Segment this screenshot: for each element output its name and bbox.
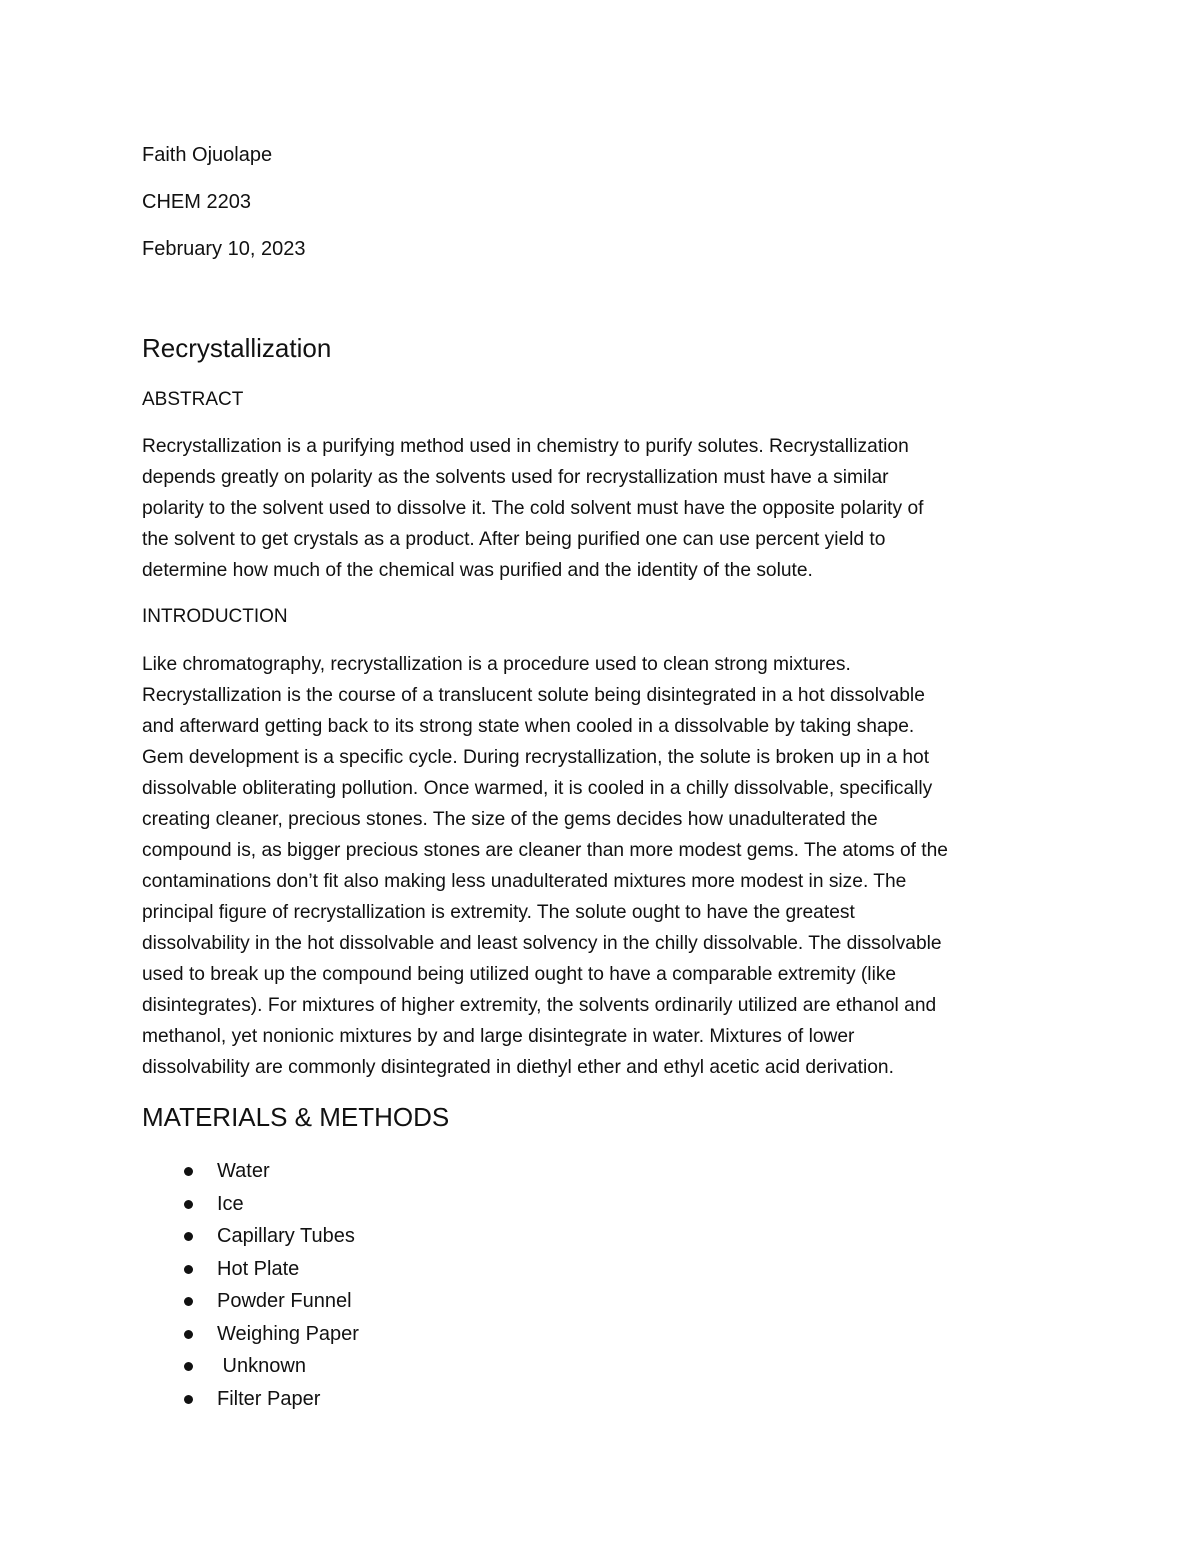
bullet-icon bbox=[184, 1297, 193, 1306]
introduction-heading: INTRODUCTION bbox=[142, 606, 288, 627]
introduction-line: and afterward getting back to its strong state when cooled in a dissolvable by taking shape. bbox=[142, 716, 915, 737]
bullet-icon bbox=[184, 1265, 193, 1274]
introduction-line: Recrystallization is the course of a translucent solute being disintegrated in a hot dissolvable bbox=[142, 685, 925, 706]
list-item-label: Capillary Tubes bbox=[217, 1225, 355, 1247]
list-item bbox=[142, 1350, 359, 1383]
list-item bbox=[142, 1188, 359, 1221]
abstract-line: the solvent to get crystals as a product. After being purified one can use percent yield to bbox=[142, 529, 886, 550]
list-item-label: Unknown bbox=[217, 1355, 306, 1377]
abstract-line: determine how much of the chemical was purified and the identity of the solute. bbox=[142, 560, 813, 581]
introduction-line: dissolvability in the hot dissolvable and least solvency in the chilly dissolvable. The dissolvable bbox=[142, 933, 942, 954]
list-item-label: Hot Plate bbox=[217, 1257, 300, 1280]
introduction-line: dissolvable obliterating pollution. Once warmed, it is cooled in a chilly dissolvable, specifically bbox=[142, 778, 933, 799]
list-item-label: Ice bbox=[217, 1192, 244, 1215]
author-name: Faith Ojuolape bbox=[142, 144, 273, 166]
introduction-line: Like chromatography, recrystallization is a procedure used to clean strong mixtures. bbox=[142, 654, 851, 675]
bullet-icon bbox=[184, 1200, 193, 1209]
list-item bbox=[142, 1318, 359, 1351]
document-title: Recrystallization bbox=[142, 333, 332, 363]
introduction-line: Gem development is a specific cycle. During recrystallization, the solute is broken up in a hot bbox=[142, 747, 930, 768]
list-item-label: Weighing Paper bbox=[217, 1322, 359, 1345]
abstract-line: polarity to the solvent used to dissolve it. The cold solvent must have the opposite polarity of bbox=[142, 498, 924, 519]
list-item bbox=[142, 1220, 359, 1253]
introduction-paragraph bbox=[142, 649, 1057, 1083]
introduction-line: principal figure of recrystallization is extremity. The solute ought to have the greatest bbox=[142, 902, 855, 923]
list-item-label: Water bbox=[217, 1160, 270, 1182]
materials-methods-heading: MATERIALS & METHODS bbox=[142, 1102, 450, 1132]
introduction-line: used to break up the compound being utilized ought to have a comparable extremity (like bbox=[142, 964, 897, 985]
bullet-icon bbox=[184, 1232, 193, 1241]
introduction-line: dissolvability are commonly disintegrated in diethyl ether and ethyl acetic acid derivation. bbox=[142, 1057, 894, 1078]
abstract-line: Recrystallization is a purifying method used in chemistry to purify solutes. Recrystallization bbox=[142, 436, 909, 457]
list-item-label: Filter Paper bbox=[217, 1387, 321, 1410]
list-item bbox=[142, 1155, 359, 1188]
bullet-icon bbox=[184, 1395, 193, 1404]
introduction-line: methanol, yet nonionic mixtures by and large disintegrate in water. Mixtures of lower bbox=[142, 1026, 855, 1047]
bullet-icon bbox=[184, 1167, 193, 1176]
course-code: CHEM 2203 bbox=[142, 191, 251, 213]
bullet-icon bbox=[184, 1362, 193, 1371]
introduction-line: disintegrates). For mixtures of higher extremity, the solvents ordinarily utilized are ethanol and bbox=[142, 995, 937, 1016]
abstract-heading: ABSTRACT bbox=[142, 389, 244, 410]
abstract-line: depends greatly on polarity as the solvents used for recrystallization must have a similar bbox=[142, 467, 889, 488]
list-item bbox=[142, 1383, 359, 1416]
materials-list bbox=[142, 1155, 359, 1415]
list-item-label: Powder Funnel bbox=[217, 1290, 352, 1312]
introduction-line: contaminations don’t fit also making less unadulterated mixtures more modest in size. The bbox=[142, 871, 907, 892]
introduction-line: creating cleaner, precious stones. The size of the gems decides how unadulterated the bbox=[142, 809, 878, 830]
document-date: February 10, 2023 bbox=[142, 238, 306, 260]
introduction-line: compound is, as bigger precious stones are cleaner than more modest gems. The atoms of the bbox=[142, 840, 948, 861]
list-item bbox=[142, 1253, 359, 1286]
abstract-paragraph bbox=[142, 431, 1057, 586]
list-item bbox=[142, 1285, 359, 1318]
bullet-icon bbox=[184, 1330, 193, 1339]
